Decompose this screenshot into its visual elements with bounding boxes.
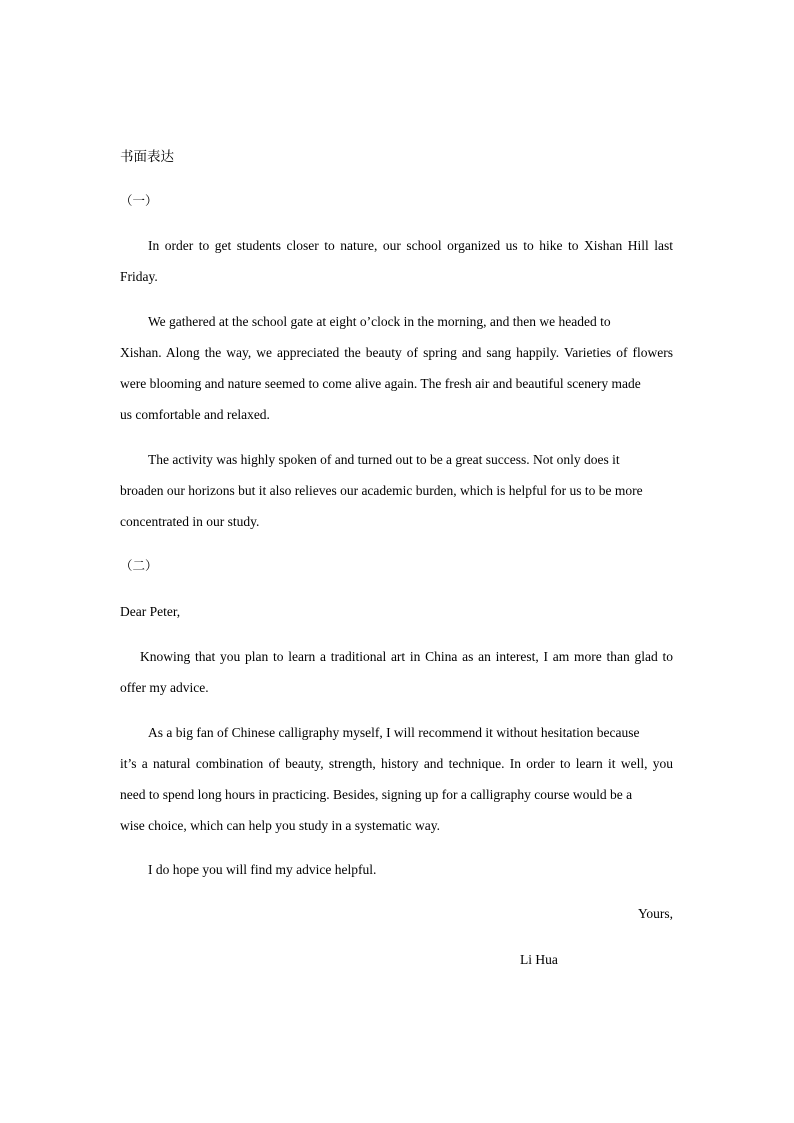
part1-p3-line2: broaden our horizons but it also relieves our academic burden, which is helpful for us to be more [120, 483, 643, 498]
part1-p2-line4: us comfortable and relaxed. [120, 407, 270, 422]
part2-p3-line1: I do hope you will find my advice helpful. [148, 862, 377, 877]
part2-p2-line4: wise choice, which can help you study in a systematic way. [120, 818, 441, 833]
document-page [120, 0, 680, 1123]
part1-p1-line1: In order to get students closer to nature, our school organized us to hike to Xishan Hill last [148, 238, 673, 253]
part2-p2-line1: As a big fan of Chinese calligraphy myself, I will recommend it without hesitation because [148, 725, 640, 740]
section-mark-1: （一） [120, 193, 158, 208]
section-mark-2: （二） [120, 558, 158, 573]
part1-p3-line3: concentrated in our study. [120, 514, 260, 529]
letter-closing: Yours, [637, 906, 673, 921]
part2-p2-line2: it’s a natural combination of beauty, strength, history and technique. In order to learn it well, you [120, 756, 673, 771]
part1-p2-line2: Xishan. Along the way, we appreciated the beauty of spring and sang happily. Varieties of flowers [120, 345, 673, 360]
part2-p1-line2: offer my advice. [120, 680, 209, 695]
part2-p1-line1: Knowing that you plan to learn a traditional art in China as an interest, I am more than glad to [140, 649, 673, 664]
letter-greeting: Dear Peter, [120, 604, 181, 619]
letter-signature: Li Hua [520, 952, 558, 967]
part1-p2-line1: We gathered at the school gate at eight o’clock in the morning, and then we headed to [148, 314, 611, 329]
part1-p1-line2: Friday. [120, 269, 158, 284]
document-title: 书面表达 [120, 149, 174, 165]
part1-p2-line3: were blooming and nature seemed to come alive again. The fresh air and beautiful scenery made [120, 376, 641, 391]
part1-p3-line1: The activity was highly spoken of and turned out to be a great success. Not only does it [148, 452, 620, 467]
part2-p2-line3: need to spend long hours in practicing. Besides, signing up for a calligraphy course would be a [120, 787, 633, 802]
